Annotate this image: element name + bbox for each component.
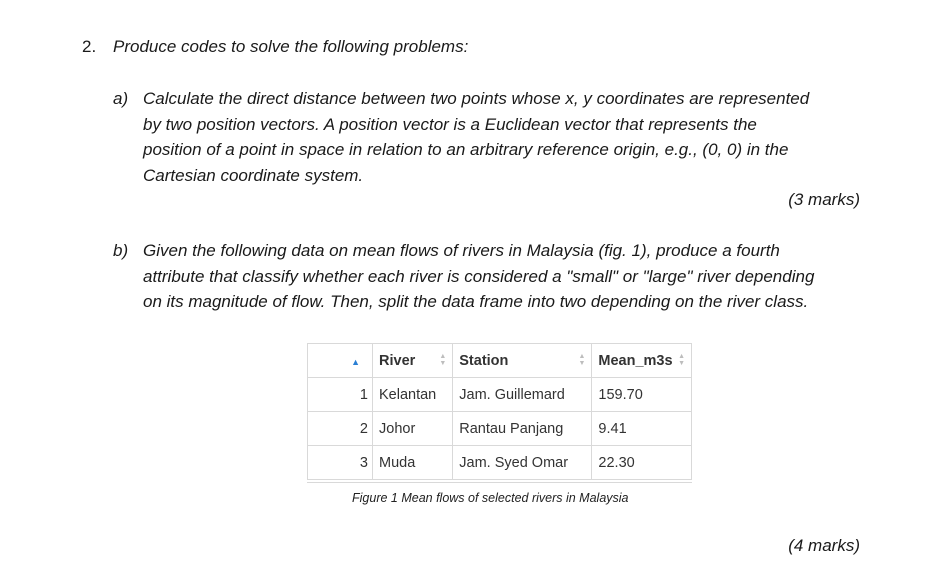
header-mean-label: Mean_m3s	[598, 352, 673, 369]
header-mean[interactable]	[592, 344, 692, 378]
part-a-line: Calculate the direct distance between two points whose x, y coordinates are represented	[143, 89, 810, 108]
part-a-line: position of a point in space in relation to an arbitrary reference origin, e.g., (0, 0) in the	[143, 140, 789, 159]
question-title: Produce codes to solve the following problems:	[113, 37, 469, 56]
row-index: 1	[308, 378, 373, 412]
header-river-label: River	[379, 352, 416, 369]
row-index: 2	[308, 412, 373, 446]
figure-caption: Figure 1 Mean flows of selected rivers in Malaysia	[352, 491, 629, 505]
cell-mean: 159.70	[592, 378, 692, 412]
cell-station: Jam. Guillemard	[453, 378, 592, 412]
cell-station: Jam. Syed Omar	[453, 446, 592, 480]
row-index: 3	[308, 446, 373, 480]
cell-mean: 22.30	[592, 446, 692, 480]
cell-station: Rantau Panjang	[453, 412, 592, 446]
header-station-label: Station	[459, 352, 509, 369]
table-bottom-divider	[307, 482, 692, 483]
header-river[interactable]	[373, 344, 453, 378]
river-flow-table	[307, 343, 692, 480]
part-b-marks: (4 marks)	[788, 536, 860, 555]
header-index-cell[interactable]	[308, 344, 373, 378]
cell-river: Kelantan	[373, 378, 453, 412]
sort-both-icon[interactable]: ▲ ▼	[678, 353, 685, 367]
part-b-line: on its magnitude of flow. Then, split the data frame into two depending on the river class.	[143, 292, 809, 311]
part-b-line: attribute that classify whether each river is considered a "small" or "large" river depending	[143, 266, 815, 286]
sort-ascending-icon[interactable]: ▲	[351, 356, 360, 367]
question-number: 2.	[82, 37, 97, 56]
table-row	[308, 378, 692, 412]
sort-both-icon[interactable]: ▲ ▼	[578, 353, 586, 367]
cell-river: Muda	[373, 446, 453, 480]
part-b-text	[143, 238, 865, 315]
cell-mean: 9.41	[592, 412, 692, 446]
part-a-text	[143, 86, 861, 188]
cell-river: Johor	[373, 412, 453, 446]
part-b-label: b)	[113, 241, 129, 260]
sort-both-icon[interactable]: ▲ ▼	[439, 353, 447, 367]
part-a-label: a)	[113, 89, 129, 108]
table-header-row	[308, 344, 692, 378]
part-a-line: Cartesian coordinate system.	[143, 165, 364, 185]
part-a-line: by two position vectors. A position vector is a Euclidean vector that represents the	[143, 114, 757, 134]
table-row	[308, 446, 692, 480]
part-b-line: Given the following data on mean flows of rivers in Malaysia (fig. 1), produce a fourth	[143, 241, 780, 260]
header-station[interactable]	[453, 344, 592, 378]
part-a-marks: (3 marks)	[788, 190, 860, 209]
table-row	[308, 412, 692, 446]
